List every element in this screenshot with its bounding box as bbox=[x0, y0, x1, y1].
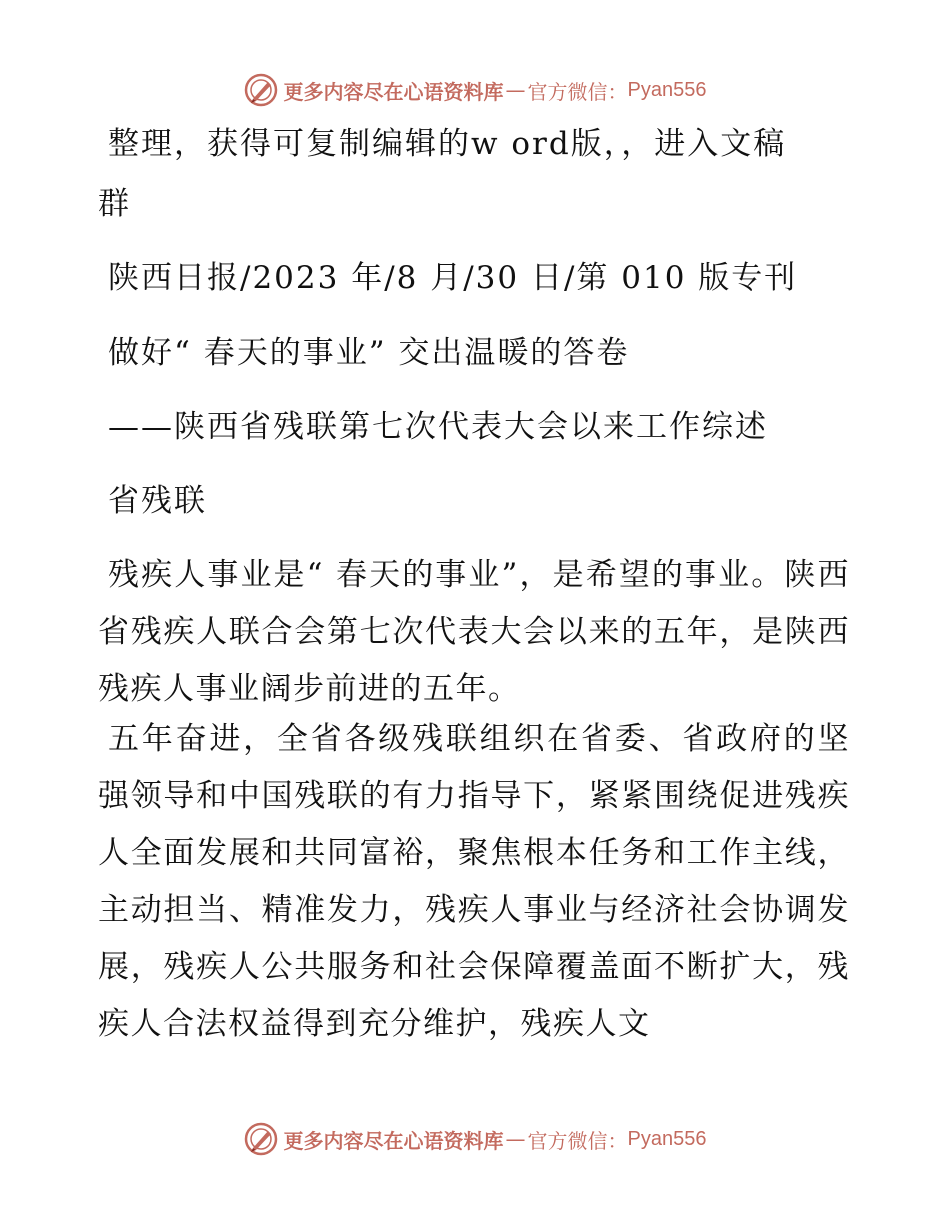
paragraph-1: 残疾人事业是“ 春天的事业”，是希望的事业。陕西省残疾人联合会第七次代表大会以来的五年，是陕西残疾人事业阔步前进的五年。 bbox=[98, 557, 850, 707]
article-author: 省残联 bbox=[108, 483, 207, 519]
banner-separator: — bbox=[505, 1127, 526, 1151]
paragraph-2: 五年奋进，全省各级残联组织在省委、省政府的坚强领导和中国残联的有力指导下，紧紧围绕促进残疾人全面发展和共同富裕，聚焦根本任务和工作主线，主动担当、精准发力，残疾人事业与经济社会协调发展，残疾人公共服务和社会保障覆盖面不断扩大，残疾人合法权益得到充分维护，残疾人文 bbox=[98, 721, 850, 1042]
header-banner bbox=[0, 70, 950, 110]
banner-wechat-id: Pyan556 bbox=[627, 1127, 707, 1150]
intro-line-2: 群 bbox=[98, 186, 131, 222]
banner-text: 更多内容尽在心语资料库 bbox=[283, 1128, 504, 1153]
pen-logo-icon bbox=[244, 1122, 278, 1156]
banner-text: 更多内容尽在心语资料库 bbox=[283, 79, 504, 104]
intro-line-1: 整理，获得可复制编辑的w ord版，，进入文稿 bbox=[108, 126, 787, 162]
source-line: 陕西日报/2023 年/8 月/30 日/第 010 版专刊 bbox=[108, 260, 798, 296]
article-title: 做好“ 春天的事业” 交出温暖的答卷 bbox=[108, 335, 630, 371]
banner-wechat-label: 官方微信： bbox=[527, 1128, 628, 1153]
banner-wechat-id: Pyan556 bbox=[627, 78, 707, 101]
banner-wechat-label: 官方微信： bbox=[527, 79, 628, 104]
banner-separator: — bbox=[505, 78, 526, 102]
pen-logo-icon bbox=[244, 73, 278, 107]
article-subtitle: ——陕西省残联第七次代表大会以来工作综述 bbox=[108, 409, 768, 445]
footer-banner bbox=[0, 1119, 950, 1159]
